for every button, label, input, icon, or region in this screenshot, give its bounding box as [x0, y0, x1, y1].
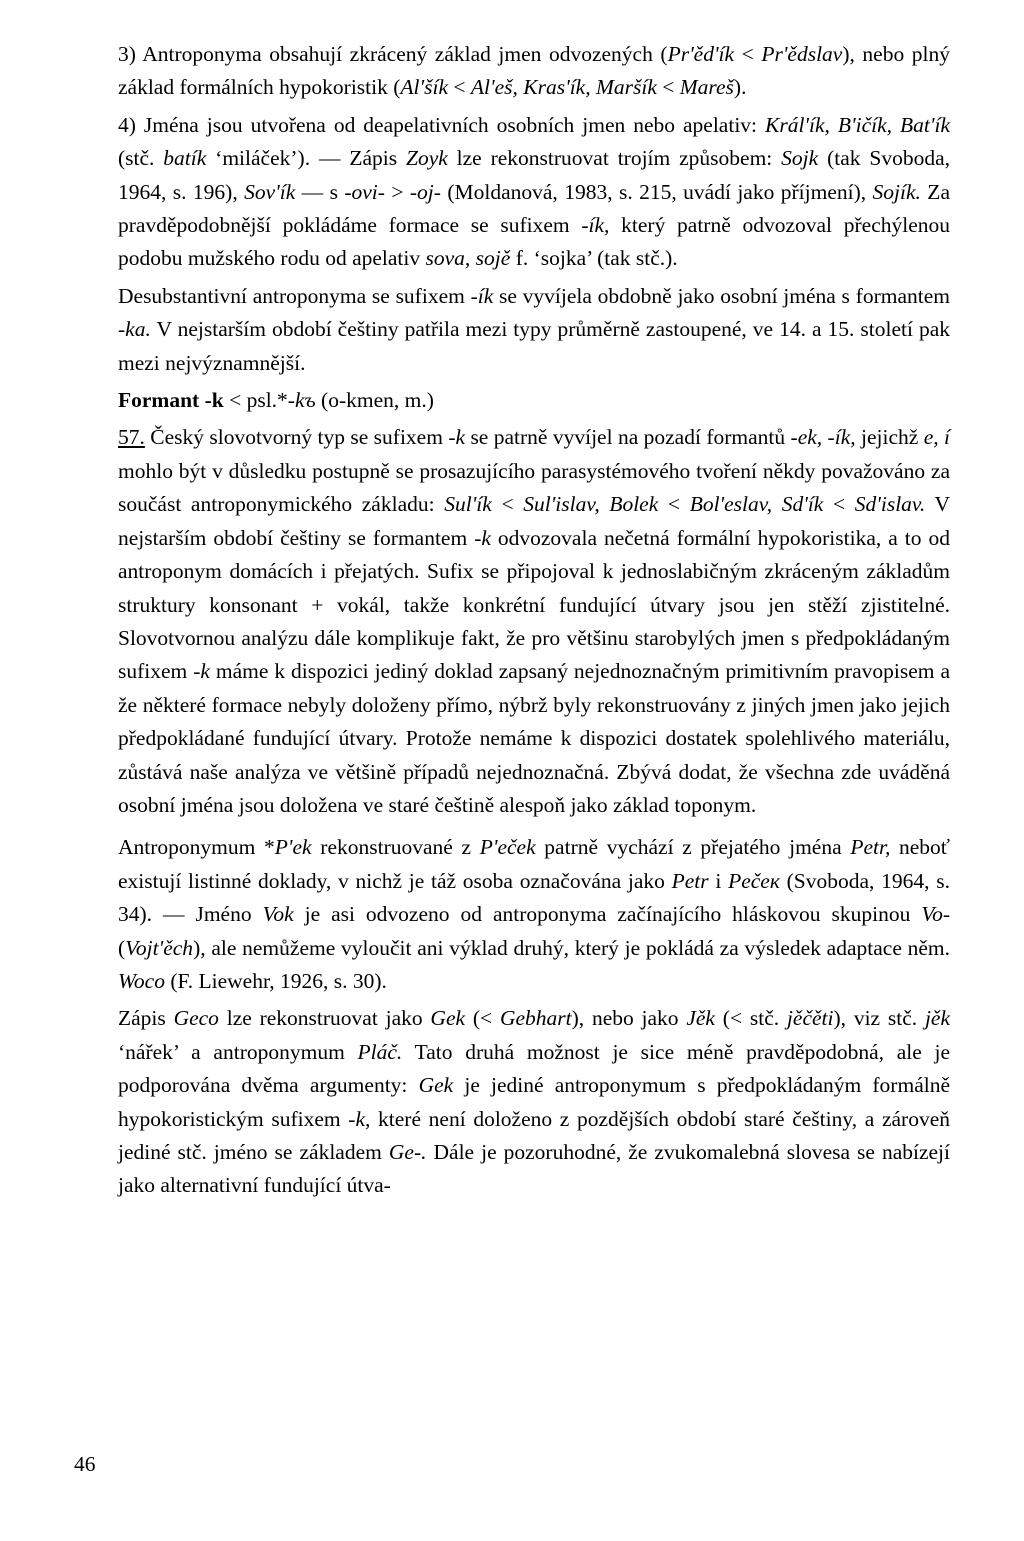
page-number: 46: [74, 1452, 96, 1476]
text-run: -ík,: [581, 213, 610, 238]
paragraph-zapis-geco: [118, 1002, 950, 1202]
text-run: Mareš: [679, 75, 734, 100]
text-run: ), viz stč.: [833, 1006, 925, 1031]
paragraph-3: [118, 38, 950, 105]
text-run: (o-kmen, m.): [315, 388, 434, 413]
paragraph-57: [118, 421, 950, 822]
text-run: Sov'ík: [244, 179, 296, 204]
text-run: (F. Liewehr, 1926, s. 30).: [164, 968, 387, 993]
text-run: — s: [295, 179, 345, 204]
text-run: které není doloženo z pozdějších období staré češtiny, a zároveň jediné stč. jméno se základem: [118, 1106, 950, 1164]
text-run: Pr'ědslav: [761, 42, 843, 66]
text-run: Zápis: [118, 1006, 174, 1031]
text-run: V nejstarším období češtiny patřila mezi typy průměrně zastoupené, ve 14. a 15. století pak mezi nejvýznamnější.: [118, 317, 950, 375]
text-run: kъ: [294, 388, 316, 413]
text-run: máme k dispozici jediný doklad zapsaný nejednoznačným primitivním pravopisem a že některé formace nebyly doloženy přímo, nýbrž byly rekonstruovány z jiných jmen jako jejich předpokládané fundující útvary. Protože nemáme k dispozici dostatek spolehlivého materiálu, zůstává naše analýza ve většině případů nejednoznačná. Zbývá dodat, že všechna zde uváděná osobní jména jsou doložena ve staré češtině alespoň jako základ toponym.: [118, 659, 950, 817]
text-run: ), ale nemůžeme vyloučit ani výklad druhý, který je pokládá za výsledek adaptace něm.: [193, 935, 950, 960]
text-run: Vojt'ěch: [125, 935, 194, 960]
text-run: -k: [448, 425, 466, 450]
text-run: -ka.: [118, 317, 151, 342]
text-run: sova, sojě: [425, 246, 511, 271]
text-run: jěk: [924, 1006, 950, 1031]
text-run: Tato druhá možnost je sice méně pravděpodobná, ale je podporována dvěma argumenty:: [118, 1039, 950, 1098]
text-run: patrně vychází z přejatého jména: [535, 835, 851, 860]
text-run: rekonstruované z: [311, 835, 480, 860]
text-run: (: [118, 935, 126, 960]
text-run: i: [708, 868, 729, 893]
text-run: mohlo být v důsledku postupně se prosazujícího parasystémového tvoření někdy považováno za součást antroponymického základu:: [118, 458, 950, 517]
text-run: Pr'ěd'ík: [667, 42, 735, 66]
text-run: lze rekonstruovat trojím způsobem:: [447, 146, 782, 171]
text-run: Sul'ík: [444, 492, 492, 517]
paragraph-desubstantivni: [118, 280, 950, 380]
text-run: e, í: [923, 425, 950, 450]
text-run: Vok: [262, 902, 294, 927]
text-run: -ík: [470, 283, 494, 308]
text-run: Geco: [173, 1006, 219, 1031]
text-run: <: [658, 492, 690, 517]
text-run: (Svoboda, 1964, s. 34). — Jméno: [118, 868, 950, 927]
text-run: Pečeк: [728, 868, 780, 893]
text-run: Antroponymum *: [118, 835, 275, 860]
text-run: Král'ík, B'ičík, Bat'ík: [765, 112, 950, 137]
text-run: Gek: [430, 1006, 466, 1031]
text-run: ‘miláček’). — Zápis: [206, 146, 406, 171]
text-run: Woco: [118, 968, 165, 993]
text-run: Sojk: [781, 146, 819, 171]
text-run: P'ek: [274, 835, 312, 860]
text-run: (Moldanová, 1983, s. 215, uvádí jako příjmení),: [440, 179, 873, 204]
text-run: >: [384, 179, 410, 204]
text-run: odvozovala nečetná formální hypokoristika, a to od antroponym domácích i přejatých. Sufix se připojoval k jednoslabičným zkráceným základům struktury konsonant + vokál, takže konkrétní fundující útvary jsou jen stěží zjistitelné. Slovotvornou analýzu dále komplikuje fakt, že pro většinu starobylých jmen s předpokládaným sufixem: [118, 525, 950, 684]
text-run: <: [491, 492, 524, 517]
text-run: Gebhart: [499, 1006, 572, 1031]
text-run: lze rekonstruovat jako: [218, 1006, 431, 1031]
text-run: Al'eš, Kras'ík, Maršík: [470, 75, 657, 100]
paragraph-antroponymum-pek: [118, 831, 950, 998]
text-run: který patrně odvozoval přechýlenou podobu mužského rodu od apelativ: [118, 213, 950, 271]
text-run: 3) Antroponyma obsahují zkrácený základ jmen odvozených (: [118, 42, 668, 66]
text-run: V nejstarším období češtiny se formantem: [118, 492, 951, 550]
text-run: Český slovotvorný typ se sufixem: [144, 425, 449, 450]
text-run: Jěk: [686, 1006, 715, 1031]
text-run: Formant -k: [118, 388, 224, 413]
text-run: Sd'islav.: [854, 492, 926, 517]
text-run: Petr: [671, 868, 709, 893]
text-run: f. ‘sojka’ (tak stč.).: [510, 246, 678, 271]
text-run: ).: [733, 75, 747, 100]
text-run: <: [656, 75, 680, 100]
text-run: -k,: [348, 1106, 371, 1131]
text-run: (tak Svoboda, 1964, s. 196),: [118, 146, 950, 204]
text-run: < psl.*-: [223, 388, 295, 413]
text-run: -oj-: [409, 179, 441, 204]
text-run: ), nebo plný základ formálních hypokoristik (: [118, 42, 950, 100]
text-run: 4) Jména jsou utvořena od deapelativních osobních jmen nebo apelativ:: [118, 112, 765, 137]
text-run: Za pravděpodobnější pokládáme formace se sufixem: [118, 179, 950, 238]
text-run: (stč.: [118, 146, 164, 171]
text-run: P'eček: [479, 835, 536, 860]
text-run: batík: [163, 146, 207, 171]
text-run: Bol'eslav, Sd'ík: [689, 492, 824, 517]
text-run: Sul'islav, Bolek: [523, 492, 659, 517]
text-run: <: [448, 75, 471, 100]
text-run: Petr,: [850, 835, 891, 860]
text-run: je asi odvozeno od antroponyma začínajícího hláskovou skupinou: [293, 902, 922, 927]
text-run: je jediné antroponymum s předpokládaným formálně hypokoristickým sufixem: [118, 1073, 950, 1131]
section-heading-formant-k: [118, 384, 950, 417]
text-run: Pláč.: [357, 1039, 403, 1064]
text-run: (< stč.: [714, 1006, 787, 1031]
text-run: jejichž: [855, 425, 924, 450]
text-run: -ovi-: [344, 179, 385, 204]
text-run: 57.: [118, 425, 145, 450]
text-run: ‘nářek’ a antroponymum: [118, 1039, 358, 1064]
text-run: Desubstantivní antroponyma se sufixem: [118, 283, 471, 308]
text-run: Vo-: [921, 902, 950, 927]
text-run: -k: [474, 525, 491, 550]
text-run: (<: [465, 1006, 500, 1031]
text-run: Ge-.: [388, 1140, 427, 1164]
text-run: Dále je pozoruhodné, že zvukomalebná slovesa se nabízejí jako alternativní fundující útva-: [118, 1140, 950, 1198]
text-run: se vyvíjela obdobně jako osobní jména s formantem: [493, 283, 950, 308]
paragraph-4: [118, 109, 950, 276]
text-run: -k: [193, 659, 210, 684]
text-run: <: [734, 42, 762, 66]
text-run: -ek, -ík,: [790, 425, 856, 450]
text-run: ), nebo jako: [571, 1006, 687, 1031]
text-run: Gek: [418, 1073, 454, 1098]
text-run: jěčěti: [786, 1006, 834, 1031]
text-run: se patrně vyvíjel na pozadí formantů: [465, 425, 791, 450]
text-run: Zoyk: [405, 146, 448, 171]
text-run: neboť existují listinné doklady, v nichž je táž osoba označována jako: [118, 835, 950, 893]
text-run: <: [823, 492, 855, 517]
page-body: [118, 38, 950, 1203]
text-run: Sojík.: [872, 179, 921, 204]
text-run: Al'šík: [400, 75, 449, 100]
